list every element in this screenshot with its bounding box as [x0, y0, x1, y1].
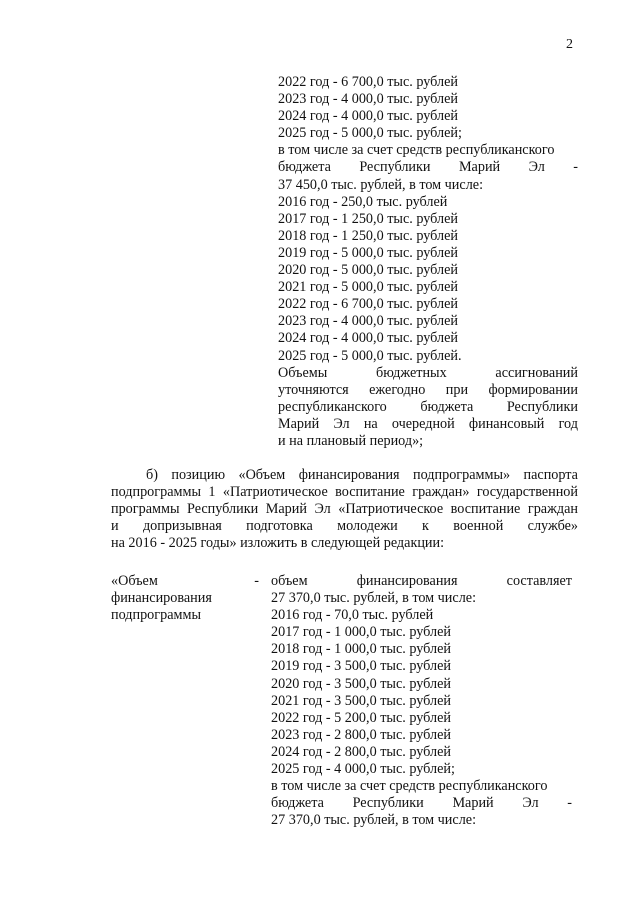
word: объем [271, 573, 308, 589]
paragraph-line [111, 484, 578, 501]
word: финансирования [298, 467, 400, 483]
year-line: 2016 год - 70,0 тыс. рублей [271, 607, 434, 624]
year-line: 2019 год - 5 000,0 тыс. рублей [278, 244, 458, 261]
position-name-cell [111, 573, 259, 624]
word: военной [453, 518, 504, 535]
cell-line [271, 573, 572, 590]
note-line [278, 399, 578, 416]
word: - [567, 795, 572, 812]
note-line [278, 365, 578, 382]
year-line: 2023 год - 4 000,0 тыс. рублей [278, 91, 458, 108]
word: «Патриотическое [222, 484, 328, 501]
word: государственной [476, 484, 578, 501]
word: «Объем [111, 573, 158, 589]
total-amount-line: 27 370,0 тыс. рублей, в том числе: [271, 590, 477, 607]
word: воспитание [335, 484, 405, 501]
note-line [278, 416, 578, 433]
word: республиканского [278, 398, 387, 415]
word: к [422, 518, 429, 535]
word: Республики [187, 501, 259, 518]
word: составляет [506, 573, 572, 589]
year-line: 2022 год - 6 700,0 тыс. рублей [278, 74, 458, 90]
year-line: 2025 год - 5 000,0 тыс. рублей; [278, 125, 462, 142]
word: граждан» [412, 484, 470, 501]
word: молодежи [337, 518, 398, 535]
word: б) [146, 467, 158, 483]
year-line: 2020 год - 3 500,0 тыс. рублей [271, 675, 451, 692]
word: подпрограммы» [413, 467, 511, 483]
word: Марий [458, 159, 501, 176]
word: программы [111, 501, 180, 518]
cell-line: финансирования [111, 590, 212, 607]
year-line: 2022 год - 5 200,0 тыс. рублей [271, 709, 451, 726]
word: финансирования [356, 573, 458, 589]
word: Марий [452, 795, 494, 812]
year-line: 2019 год - 3 500,0 тыс. рублей [271, 658, 451, 675]
word: и [111, 518, 119, 535]
word: Объемы [278, 364, 328, 381]
word: на [363, 415, 378, 432]
word: «Патриотическое [338, 501, 444, 518]
year-line: 2016 год - 250,0 тыс. рублей [278, 193, 448, 210]
word: год [558, 415, 578, 432]
years-list-b [278, 194, 578, 365]
year-line: 2020 год - 5 000,0 тыс. рублей [278, 262, 458, 279]
year-line: 2023 год - 4 000,0 тыс. рублей [278, 313, 458, 330]
cell-line [111, 573, 259, 590]
word: Марий [265, 501, 307, 518]
word: Эл [528, 159, 545, 176]
including-line: в том числе за счет средств республиканского [278, 142, 555, 159]
word: уточняются [278, 381, 349, 398]
instruction-paragraph [111, 467, 578, 552]
total-amount-line: 37 450,0 тыс. рублей, в том числе: [278, 176, 484, 193]
word: подготовка [246, 518, 313, 535]
word: Республики [506, 398, 578, 415]
word: очередной [391, 415, 455, 432]
word: - [254, 573, 259, 589]
word: формировании [488, 381, 578, 398]
word: Марий [278, 415, 320, 432]
paragraph-line [111, 467, 578, 484]
word: бюджета [420, 398, 474, 415]
year-line: 2021 год - 5 000,0 тыс. рублей [278, 279, 458, 296]
word: граждан [527, 501, 578, 518]
years-list-a [278, 74, 578, 142]
year-line: 2025 год - 4 000,0 тыс. рублей; [271, 761, 455, 778]
word: финансовый [468, 415, 545, 432]
year-line: 2024 год - 4 000,0 тыс. рублей [278, 108, 458, 125]
year-line: 2017 год - 1 000,0 тыс. рублей [271, 624, 451, 641]
year-line: 2023 год - 2 800,0 тыс. рублей [271, 726, 451, 743]
word: Эл [522, 795, 539, 812]
word: ассигнований [495, 364, 578, 381]
page-number: 2 [566, 37, 573, 52]
paragraph-line: на 2016 - 2025 годы» изложить в следующей редакции: [111, 535, 445, 552]
year-line: 2017 год - 1 250,0 тыс. рублей [278, 210, 458, 227]
word: позицию [171, 467, 226, 483]
note-line [278, 382, 578, 399]
word: Эл [314, 501, 331, 518]
years-list [271, 607, 572, 778]
word: паспорта [523, 467, 578, 483]
year-line: 2024 год - 2 800,0 тыс. рублей [271, 743, 451, 760]
paragraph-line [111, 518, 578, 535]
word: 1 [208, 484, 216, 501]
word: ежегодно [369, 381, 426, 398]
word: Республики [352, 795, 424, 812]
year-line: 2025 год - 5 000,0 тыс. рублей. [278, 347, 462, 364]
year-line: 2024 год - 4 000,0 тыс. рублей [278, 330, 458, 347]
funding-continuation-block [278, 74, 578, 450]
year-line: 2021 год - 3 500,0 тыс. рублей [271, 692, 451, 709]
word: воспитание [450, 501, 521, 518]
year-line: 2018 год - 1 000,0 тыс. рублей [271, 641, 451, 658]
word: подпрограммы [111, 484, 201, 501]
word: бюджета [271, 795, 324, 812]
word: бюджета [278, 159, 331, 176]
year-line: 2022 год - 6 700,0 тыс. рублей [278, 296, 458, 313]
word: бюджетных [376, 364, 447, 381]
year-line: 2018 год - 1 250,0 тыс. рублей [278, 227, 458, 244]
word: допризывная [142, 518, 222, 535]
word: службе» [527, 518, 578, 535]
cell-line: подпрограммы [111, 607, 201, 624]
position-value-cell [271, 573, 572, 829]
paragraph-line [111, 501, 578, 518]
word: Республики [359, 159, 431, 176]
note-line: и на плановый период»; [278, 432, 424, 449]
word: «Объем [238, 467, 286, 483]
word: при [445, 381, 469, 398]
total-amount-line: 27 370,0 тыс. рублей, в том числе: [271, 812, 477, 829]
including-line-justified [278, 159, 578, 176]
including-line-justified [271, 795, 572, 812]
word: - [573, 159, 578, 176]
word: Эл [333, 415, 350, 432]
including-line: в том числе за счет средств республиканского [271, 778, 548, 795]
